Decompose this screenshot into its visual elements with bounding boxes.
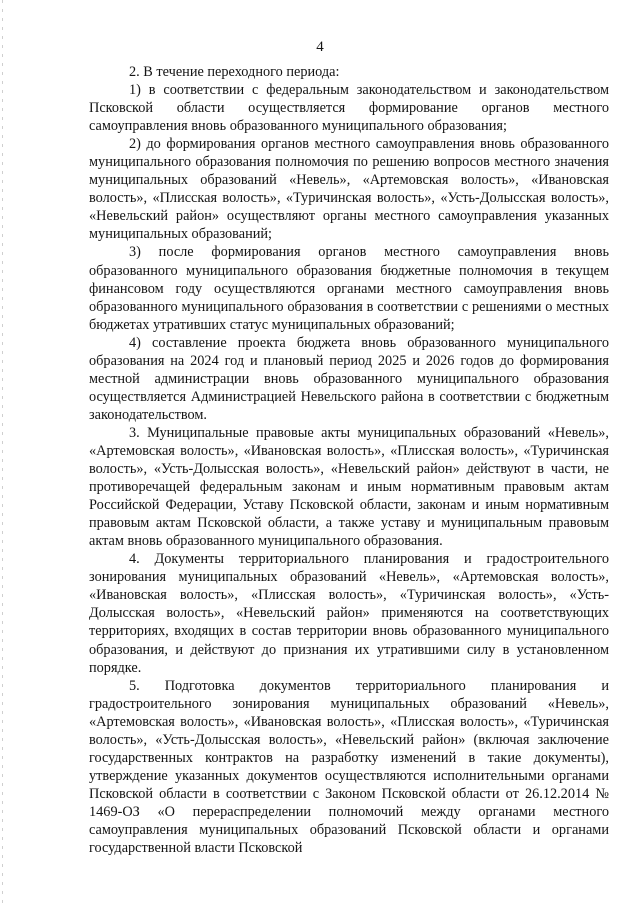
page-number: 4 (316, 39, 324, 55)
paragraph-section-3: 3. Муниципальные правовые акты муниципальных образований «Невель», «Артемовская волость», «Ивановская волость», «Плисская волость», «Туричинская волость», «Усть-Долысская волость», «Невельский район» действуют в части, не противоречащей федеральным законам и иным нормативным правовым актам Российской Федерации, Уставу Псковской области, законам и иным нормативным правовым актам Псковской области, а также уставу и муниципальным правовым актам вновь образованного муниципального образования. (89, 424, 609, 550)
scan-edge-mark (2, 0, 3, 905)
document-body (89, 63, 609, 857)
paragraph-transition-period-heading: 2. В течение переходного периода: (129, 64, 340, 80)
paragraph-item-4: 4) составление проекта бюджета вновь образованного муниципального образования на 2024 год и плановый период 2025 и 2026 годов до формирования местной администрации вновь образованного муниципального образования осуществляется Администрацией Невельского района в соответствии с бюджетным законодательством. (89, 334, 609, 423)
paragraph-item-2: 2) до формирования органов местного самоуправления вновь образованного муниципального образования полномочия по решению вопросов местного значения муниципальных образований «Невель», «Артемовская волость», «Ивановская волость», «Плисская волость», «Туричинская волость», «Усть-Долысская волость», «Невельский район» осуществляют органы местного самоуправления указанных муниципальных образований; (89, 136, 609, 243)
paragraph-item-3: 3) после формирования органов местного самоуправления вновь образованного муниципального образования бюджетные полномочия в текущем финансовом году осуществляются органами местного самоуправления вновь образованного муниципального образования в соответствии с решениями о местных бюджетах утративших статус муниципальных образований; (89, 244, 609, 333)
paragraph-section-5: 5. Подготовка документов территориального планирования и градостроительного зонирования муниципальных образований «Невель», «Артемовская волость», «Ивановская волость», «Плисская волость», «Туричинская волость», «Усть-Долысская волость», «Невельский район» (включая заключение государственных контрактов на разработку изменений в такие документы), утверждение указанных документов осуществляются исполнительными органами Псковской области в соответствии с Законом Псковской области от 26.12.2014 № 1469-ОЗ «О перераспределении полномочий между органами местного самоуправления муниципальных образований Псковской области и органами государственной власти Псковской (89, 677, 609, 857)
paragraph-section-4: 4. Документы территориального планирования и градостроительного зонирования муниципальных образований «Невель», «Артемовская волость», «Ивановская волость», «Плисская волость», «Туричинская волость», «Усть-Долысская волость», «Невельский район» применяются на соответствующих территориях, входящих в состав территории вновь образованного муниципального образования, и действуют до признания их утратившими силу в установленном порядке. (89, 551, 609, 676)
paragraph-item-1: 1) в соответствии с федеральным законодательством и законодательством Псковской области осуществляется формирование органов местного самоуправления вновь образованного муниципального образования; (89, 82, 609, 135)
